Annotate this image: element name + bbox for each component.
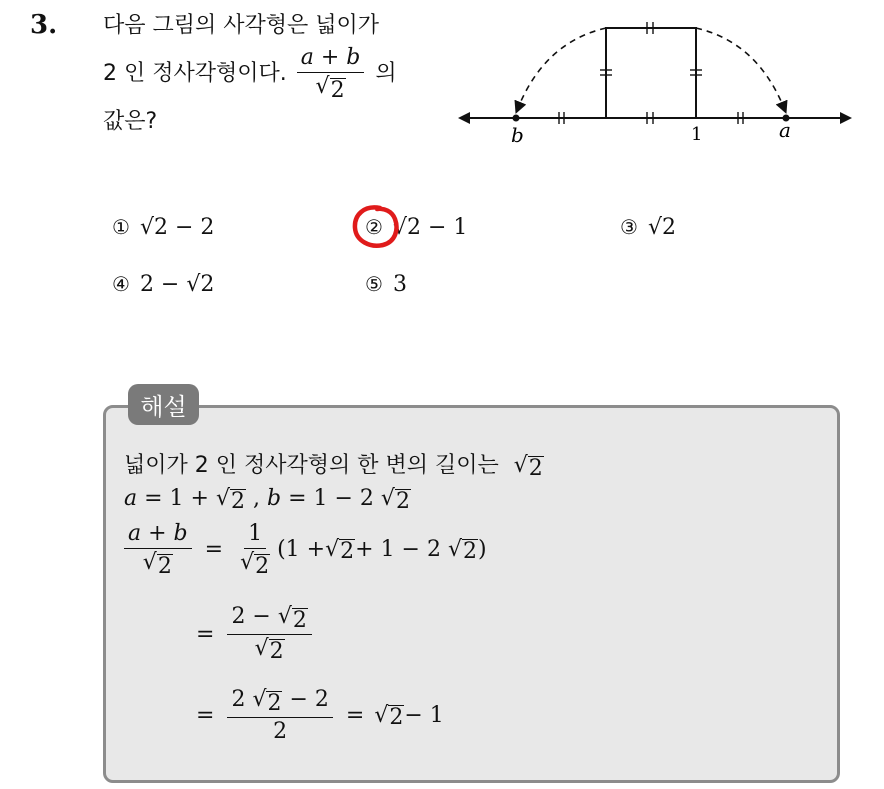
- label-b: b: [511, 123, 524, 147]
- number-line-figure: [450, 12, 860, 152]
- right-dashed-arc: [696, 28, 784, 108]
- choice-1-text: √2 − 2: [139, 215, 215, 240]
- sqrt-symbol: √ 2: [215, 486, 245, 514]
- question-line-3: 값은?: [103, 109, 158, 134]
- sqrt-symbol: √ 2: [447, 536, 478, 565]
- solution-line-1: [124, 448, 544, 480]
- answer-circle-mark: [350, 203, 402, 251]
- step-2-fraction: [227, 605, 311, 663]
- question-fraction: [297, 46, 365, 102]
- step-1-coef-numerator: 1: [244, 522, 266, 549]
- question-line-2-post: 의: [375, 60, 397, 86]
- var-a: a: [124, 486, 138, 511]
- choice-3[interactable]: [620, 215, 676, 240]
- solution-line-2: [124, 486, 411, 513]
- choice-1[interactable]: [112, 215, 214, 240]
- solution-step-3: [196, 688, 444, 744]
- solution-line-1-text: 넓이가 2 인 정사각형의 한 변의 길이는: [124, 453, 499, 478]
- question-line-2-pre: 2 인 정사각형이다.: [103, 60, 287, 86]
- step-1-lhs-numerator: a + b: [124, 522, 192, 549]
- left-arrow-icon: [458, 112, 470, 124]
- fraction-denominator: [312, 73, 350, 102]
- label-one: 1: [691, 124, 703, 145]
- label-a: a: [779, 118, 791, 142]
- choice-5-text: 3: [392, 272, 407, 297]
- sqrt-symbol: √ 2: [513, 453, 543, 481]
- step-1-rest-a: (1 +: [277, 537, 326, 563]
- sqrt-symbol: √ 2: [315, 74, 345, 103]
- sqrt-symbol: √ 2: [325, 536, 355, 565]
- choice-4-mark: ④: [112, 272, 130, 296]
- step-3-denominator: 2: [273, 718, 288, 744]
- fraction-numerator: a + b: [297, 46, 365, 73]
- sqrt-symbol: √ 2: [374, 702, 404, 731]
- step-1-lhs-denominator: √ 2: [142, 550, 172, 579]
- choice-3-text: √2: [647, 215, 676, 240]
- step-1-coef-fraction: [236, 522, 274, 578]
- equals-sign: =: [345, 703, 365, 729]
- square-tick-marks: [559, 22, 743, 124]
- right-arrow-icon: [840, 112, 852, 124]
- step-3-fraction: [227, 688, 332, 744]
- left-dashed-arc: [518, 28, 606, 108]
- question-number: 3.: [30, 10, 58, 40]
- step-1-rest-c: ): [478, 537, 487, 563]
- choice-5-mark: ⑤: [365, 272, 383, 296]
- step-3-tail: − 1: [404, 703, 444, 729]
- equals-sign: =: [204, 537, 224, 563]
- step-2-denominator: √ 2: [254, 635, 284, 665]
- choice-2-text: √2 − 1: [392, 215, 468, 240]
- equals-sign: =: [196, 621, 215, 647]
- solution-line-2-sep: ,: [246, 486, 267, 511]
- choice-4-text: 2 − √2: [139, 272, 215, 297]
- choice-2-mark: ②: [365, 215, 383, 239]
- point-b: [513, 115, 520, 122]
- square-shape: [606, 28, 696, 118]
- step-2-numerator: 2 − √ 2: [227, 605, 311, 635]
- choice-3-mark: ③: [620, 215, 638, 239]
- choice-4[interactable]: [112, 272, 214, 297]
- step-1-rest-b: + 1 − 2: [355, 537, 441, 563]
- solution-step-1: [124, 522, 487, 578]
- solution-tag: 해설: [128, 384, 199, 425]
- var-b: b: [266, 486, 282, 511]
- step-1-coef-denominator: √ 2: [240, 550, 270, 579]
- choice-1-mark: ①: [112, 215, 130, 239]
- solution-step-2: [196, 605, 315, 663]
- question-line-1: 다음 그림의 사각형은 넓이가: [103, 13, 380, 38]
- solution-line-2-eq1: = 1 +: [137, 486, 216, 511]
- step-1-lhs-fraction: [124, 522, 192, 578]
- sqrt-symbol: √ 2: [380, 486, 410, 514]
- step-3-numerator: 2 √ 2 − 2: [227, 688, 332, 718]
- equals-sign: =: [196, 703, 215, 729]
- question-line-2: [103, 46, 397, 102]
- solution-line-2-eq2: = 1 − 2: [281, 486, 374, 511]
- choice-5[interactable]: [365, 272, 407, 297]
